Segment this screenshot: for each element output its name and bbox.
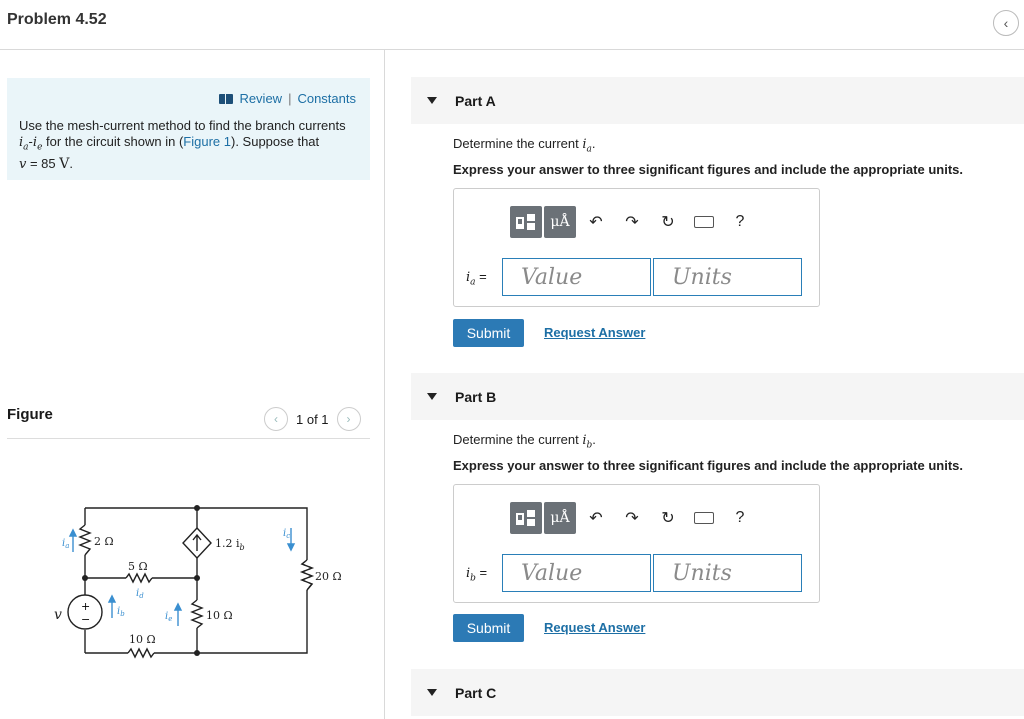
problem-title: Problem 4.52 <box>7 11 107 28</box>
keyboard-icon <box>694 216 714 228</box>
caret-down-icon <box>427 97 437 104</box>
caret-down-icon <box>427 393 437 400</box>
part-a-prompt: Determine the current $i_a$. <box>453 136 596 155</box>
problem-text <box>19 118 364 173</box>
figure-link[interactable]: Figure 1 <box>183 134 231 149</box>
resistor-10-mid-label: 10 Ω <box>206 609 233 622</box>
part-b-submit-button[interactable]: Submit <box>453 614 524 642</box>
figure-divider <box>7 438 370 439</box>
problem-text-mid: for the circuit shown in ( <box>42 134 184 149</box>
figure-heading: Figure <box>7 406 53 423</box>
resistor-5-label: 5 Ω <box>128 560 148 573</box>
figure-pager <box>264 407 361 431</box>
part-a-value-input[interactable]: Value <box>502 258 651 296</box>
ic-label: $i_c$ <box>283 528 291 540</box>
column-divider <box>384 50 385 719</box>
v-unit: V <box>59 155 70 172</box>
redo-button[interactable] <box>614 206 650 238</box>
ie-label: $i_e$ <box>165 611 173 623</box>
templates-icon <box>515 213 537 231</box>
part-a-header[interactable] <box>411 77 1024 124</box>
problem-text-end: ). Suppose that <box>230 134 320 149</box>
part-b-answer-box <box>453 484 820 603</box>
node-mid <box>194 575 200 581</box>
top-bar <box>0 0 1024 50</box>
node-bottom <box>194 650 200 656</box>
undo-icon: ↶ <box>589 214 603 231</box>
reset-icon: ↻ <box>661 214 675 231</box>
redo-icon: ↷ <box>625 510 639 527</box>
ib-label: $i_b$ <box>117 606 125 618</box>
templates-button[interactable] <box>510 502 542 534</box>
review-link[interactable]: Review <box>239 91 283 106</box>
keyboard-button[interactable] <box>686 502 722 534</box>
keyboard-icon <box>694 512 714 524</box>
node-left <box>82 575 88 581</box>
circuit-diagram[interactable] <box>40 490 350 670</box>
part-c-title: Part C <box>455 685 497 701</box>
help-button[interactable] <box>722 206 758 238</box>
part-a-instruction: Express your answer to three significant figures and include the appropriate units. <box>453 162 963 177</box>
help-button[interactable] <box>722 502 758 534</box>
part-b-header[interactable] <box>411 373 1024 420</box>
reset-button[interactable] <box>650 206 686 238</box>
help-icon: ? <box>735 509 745 526</box>
part-b-toolbar <box>510 502 758 534</box>
units-icon: μÅ <box>550 214 570 230</box>
info-links <box>219 91 356 106</box>
figure-page-count: 1 of 1 <box>296 411 329 427</box>
part-b-request-answer-link[interactable]: Request Answer <box>544 620 646 635</box>
part-b-instruction: Express your answer to three significant figures and include the appropriate units. <box>453 458 963 473</box>
chevron-left-icon: ‹ <box>274 412 278 426</box>
collapse-panel-button[interactable] <box>993 10 1019 36</box>
var-ia: $i_a$ <box>19 135 29 153</box>
part-b-title: Part B <box>455 389 497 405</box>
source-label: v <box>54 607 62 623</box>
link-separator: | <box>288 91 292 106</box>
part-a-title: Part A <box>455 93 496 109</box>
book-icon <box>219 94 233 104</box>
part-a-toolbar <box>510 206 758 238</box>
part-b-variable-label: $i_b$ = <box>466 565 488 584</box>
problem-statement-box <box>7 78 370 180</box>
period: . <box>69 155 73 171</box>
keyboard-button[interactable] <box>686 206 722 238</box>
part-c-header[interactable] <box>411 669 1024 716</box>
templates-icon <box>515 509 537 527</box>
var-v: v <box>19 156 27 172</box>
var-ie: $i_e$ <box>32 135 43 153</box>
resistor-2-label: 2 Ω <box>94 535 114 548</box>
templates-button[interactable] <box>510 206 542 238</box>
prev-figure-button[interactable] <box>264 407 288 431</box>
reset-icon: ↻ <box>661 510 675 527</box>
reset-button[interactable] <box>650 502 686 534</box>
node-top <box>194 505 200 511</box>
undo-button[interactable] <box>578 206 614 238</box>
undo-icon: ↶ <box>589 510 603 527</box>
part-a-submit-button[interactable]: Submit <box>453 319 524 347</box>
help-icon: ? <box>735 213 745 230</box>
resistor-20-label: 20 Ω <box>315 570 342 583</box>
v-equals: = 85 <box>26 155 60 171</box>
undo-button[interactable] <box>578 502 614 534</box>
part-a-variable-label: $i_a$ = <box>466 269 487 288</box>
redo-button[interactable] <box>614 502 650 534</box>
chevron-left-icon: ‹ <box>1003 15 1009 31</box>
chevron-right-icon: › <box>346 412 351 426</box>
next-figure-button[interactable] <box>337 407 361 431</box>
source-minus: − <box>81 613 91 626</box>
ia-label: $i_a$ <box>62 538 70 550</box>
units-button[interactable] <box>544 502 576 534</box>
part-b-prompt: Determine the current $i_b$. <box>453 432 596 451</box>
problem-text-line1: Use the mesh-current method to find the branch currents <box>19 118 346 133</box>
resistor-10-bottom-label: 10 Ω <box>129 633 156 646</box>
dash: - <box>28 134 33 149</box>
units-button[interactable] <box>544 206 576 238</box>
caret-down-icon <box>427 689 437 696</box>
redo-icon: ↷ <box>625 214 639 231</box>
source-plus: + <box>81 600 91 613</box>
part-a-units-input[interactable]: Units <box>653 258 802 296</box>
id-label: $i_d$ <box>136 588 144 600</box>
part-b-value-input[interactable]: Value <box>502 554 651 592</box>
units-icon: μÅ <box>550 510 570 526</box>
constants-link[interactable]: Constants <box>297 91 356 106</box>
part-a-request-answer-link[interactable]: Request Answer <box>544 325 646 340</box>
part-a-answer-box <box>453 188 820 307</box>
part-b-units-input[interactable]: Units <box>653 554 802 592</box>
dependent-source-label: 1.2 $i_b$ <box>215 537 245 552</box>
